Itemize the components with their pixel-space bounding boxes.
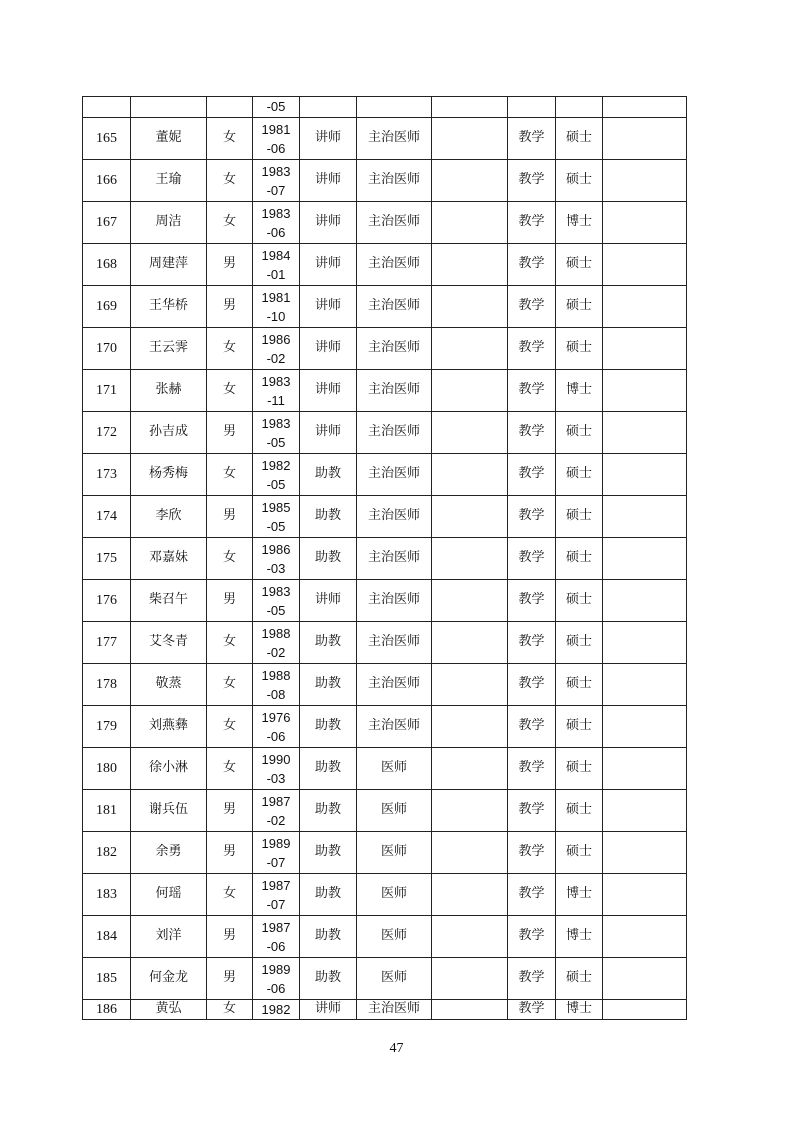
cell-role: 教学: [508, 202, 556, 244]
cell-clinical-title: 主治医师: [357, 664, 432, 706]
cell-birth-date: [253, 832, 300, 874]
cell-gender: 女: [207, 1000, 253, 1020]
cell-blank: [432, 664, 508, 706]
cell-title: 助教: [300, 622, 357, 664]
cell-role: [508, 97, 556, 118]
cell-no: 184: [83, 916, 131, 958]
cell-title: 助教: [300, 748, 357, 790]
table-body: [83, 97, 687, 1020]
cell-birth-date: [253, 706, 300, 748]
cell-birth-date: [253, 118, 300, 160]
table-row: [83, 622, 687, 664]
cell-name: 孙吉成: [131, 412, 207, 454]
cell-remark: [603, 790, 687, 832]
birth-month: -06: [266, 140, 286, 156]
cell-role: 教学: [508, 664, 556, 706]
cell-birth-date: [253, 958, 300, 1000]
birth-year: 1983: [261, 415, 291, 431]
cell-clinical-title: 主治医师: [357, 328, 432, 370]
cell-name: 周建萍: [131, 244, 207, 286]
birth-month: -10: [266, 308, 286, 324]
cell-clinical-title: 主治医师: [357, 454, 432, 496]
cell-role: 教学: [508, 748, 556, 790]
cell-gender: 男: [207, 412, 253, 454]
cell-blank: [432, 706, 508, 748]
cell-remark: [603, 286, 687, 328]
table-row: [83, 160, 687, 202]
cell-name: 徐小淋: [131, 748, 207, 790]
cell-role: 教学: [508, 580, 556, 622]
cell-gender: 女: [207, 538, 253, 580]
cell-clinical-title: 主治医师: [357, 286, 432, 328]
birth-year: 1984: [261, 247, 291, 263]
cell-remark: [603, 370, 687, 412]
cell-degree: 硕士: [556, 748, 603, 790]
cell-role: 教学: [508, 370, 556, 412]
birth-year: 1988: [261, 667, 291, 683]
cell-remark: [603, 664, 687, 706]
cell-name: 王云霁: [131, 328, 207, 370]
cell-remark: [603, 160, 687, 202]
cell-birth-date: [253, 244, 300, 286]
birth-year: 1990: [261, 751, 291, 767]
cell-no: 170: [83, 328, 131, 370]
cell-clinical-title: 主治医师: [357, 580, 432, 622]
cell-remark: [603, 118, 687, 160]
birth-month: -02: [266, 350, 286, 366]
cell-name: 张赫: [131, 370, 207, 412]
cell-clinical-title: 医师: [357, 874, 432, 916]
cell-degree: 硕士: [556, 118, 603, 160]
table-row: [83, 832, 687, 874]
cell-blank: [432, 916, 508, 958]
cell-birth-date: [253, 664, 300, 706]
cell-degree: 硕士: [556, 706, 603, 748]
cell-birth-date: [253, 454, 300, 496]
cell-remark: [603, 580, 687, 622]
table-row: [83, 664, 687, 706]
cell-title: 讲师: [300, 160, 357, 202]
cell-blank: [432, 202, 508, 244]
birth-year: 1983: [261, 163, 291, 179]
cell-degree: 硕士: [556, 244, 603, 286]
cell-clinical-title: [357, 97, 432, 118]
cell-clinical-title: 主治医师: [357, 202, 432, 244]
birth-year: 1986: [261, 541, 291, 557]
cell-title: 助教: [300, 706, 357, 748]
cell-birth-date: [253, 874, 300, 916]
cell-clinical-title: 主治医师: [357, 496, 432, 538]
cell-clinical-title: 医师: [357, 916, 432, 958]
cell-title: [300, 97, 357, 118]
cell-remark: [603, 97, 687, 118]
cell-role: 教学: [508, 454, 556, 496]
cell-birth-date: [253, 748, 300, 790]
cell-gender: 女: [207, 160, 253, 202]
cell-title: 讲师: [300, 118, 357, 160]
cell-no: 165: [83, 118, 131, 160]
birth-month: -05: [266, 518, 286, 534]
cell-blank: [432, 748, 508, 790]
birth-month: -01: [266, 266, 286, 282]
cell-clinical-title: 主治医师: [357, 1000, 432, 1020]
cell-clinical-title: 主治医师: [357, 622, 432, 664]
cell-no: 174: [83, 496, 131, 538]
birth-year: 1982: [261, 457, 291, 473]
cell-role: 教学: [508, 118, 556, 160]
birth-year: 1981: [261, 289, 291, 305]
cell-clinical-title: 主治医师: [357, 118, 432, 160]
cell-degree: 博士: [556, 916, 603, 958]
table-row: [83, 244, 687, 286]
cell-blank: [432, 790, 508, 832]
table-row: [83, 328, 687, 370]
birth-year: 1987: [261, 877, 291, 893]
cell-name: 王华桥: [131, 286, 207, 328]
birth-month: -05: [266, 602, 286, 618]
birth-month: -05: [266, 476, 286, 492]
cell-role: 教学: [508, 916, 556, 958]
cell-remark: [603, 496, 687, 538]
cell-no: 171: [83, 370, 131, 412]
cell-clinical-title: 主治医师: [357, 412, 432, 454]
cell-clinical-title: 医师: [357, 790, 432, 832]
cell-degree: 硕士: [556, 832, 603, 874]
cell-name: 杨秀梅: [131, 454, 207, 496]
cell-role: 教学: [508, 412, 556, 454]
cell-remark: [603, 454, 687, 496]
cell-blank: [432, 874, 508, 916]
cell-gender: 女: [207, 664, 253, 706]
cell-remark: [603, 748, 687, 790]
cell-degree: [556, 97, 603, 118]
cell-clinical-title: 医师: [357, 748, 432, 790]
cell-degree: 博士: [556, 202, 603, 244]
cell-birth-date: [253, 790, 300, 832]
birth-year: 1987: [261, 919, 291, 935]
cell-no: 186: [83, 1000, 131, 1020]
cell-no: 178: [83, 664, 131, 706]
cell-degree: 硕士: [556, 412, 603, 454]
birth-year: 1982: [261, 1002, 291, 1017]
cell-degree: 硕士: [556, 622, 603, 664]
cell-no: 169: [83, 286, 131, 328]
birth-month: -03: [266, 560, 286, 576]
birth-year: 1981: [261, 121, 291, 137]
cell-title: 助教: [300, 874, 357, 916]
cell-gender: 女: [207, 622, 253, 664]
cell-role: 教学: [508, 286, 556, 328]
cell-blank: [432, 832, 508, 874]
cell-title: 讲师: [300, 328, 357, 370]
cell-degree: 硕士: [556, 790, 603, 832]
table-row: [83, 916, 687, 958]
cell-name: 周洁: [131, 202, 207, 244]
table-row: [83, 370, 687, 412]
table-row: [83, 454, 687, 496]
birth-year: 1987: [261, 793, 291, 809]
cell-name: 何金龙: [131, 958, 207, 1000]
cell-degree: 硕士: [556, 580, 603, 622]
cell-clinical-title: 主治医师: [357, 244, 432, 286]
cell-role: 教学: [508, 328, 556, 370]
birth-month: -06: [266, 938, 286, 954]
table-row: [83, 118, 687, 160]
cell-name: 谢兵伍: [131, 790, 207, 832]
cell-title: 讲师: [300, 286, 357, 328]
cell-gender: [207, 97, 253, 118]
cell-title: 助教: [300, 790, 357, 832]
cell-name: 柴召午: [131, 580, 207, 622]
cell-no: 167: [83, 202, 131, 244]
birth-year: 1989: [261, 835, 291, 851]
cell-degree: 硕士: [556, 496, 603, 538]
table-row: [83, 706, 687, 748]
cell-title: 助教: [300, 538, 357, 580]
cell-birth-date: [253, 622, 300, 664]
cell-degree: 硕士: [556, 328, 603, 370]
cell-gender: 女: [207, 202, 253, 244]
cell-gender: 女: [207, 706, 253, 748]
cell-no: 172: [83, 412, 131, 454]
cell-blank: [432, 538, 508, 580]
cell-remark: [603, 538, 687, 580]
cell-blank: [432, 160, 508, 202]
cell-blank: [432, 97, 508, 118]
cell-no: 181: [83, 790, 131, 832]
cell-role: 教学: [508, 496, 556, 538]
cell-no: 175: [83, 538, 131, 580]
cell-degree: 博士: [556, 1000, 603, 1020]
cell-blank: [432, 622, 508, 664]
table-row: [83, 958, 687, 1000]
birth-month: -07: [266, 854, 286, 870]
cell-no: 166: [83, 160, 131, 202]
birth-year: 1983: [261, 373, 291, 389]
cell-gender: 女: [207, 874, 253, 916]
cell-remark: [603, 874, 687, 916]
cell-title: 助教: [300, 832, 357, 874]
cell-gender: 男: [207, 958, 253, 1000]
cell-name: 王瑜: [131, 160, 207, 202]
table-row: [83, 538, 687, 580]
cell-no: 179: [83, 706, 131, 748]
cell-name: 李欣: [131, 496, 207, 538]
table-row: [83, 874, 687, 916]
cell-gender: 男: [207, 790, 253, 832]
cell-name: 黄弘: [131, 1000, 207, 1020]
cell-birth-date: [253, 496, 300, 538]
cell-name: 刘燕彝: [131, 706, 207, 748]
cell-remark: [603, 412, 687, 454]
cell-no: 173: [83, 454, 131, 496]
cell-remark: [603, 958, 687, 1000]
cell-role: 教学: [508, 160, 556, 202]
cell-no: 176: [83, 580, 131, 622]
cell-role: 教学: [508, 958, 556, 1000]
table-row: [83, 412, 687, 454]
cell-degree: 硕士: [556, 286, 603, 328]
birth-year: 1989: [261, 961, 291, 977]
cell-title: 助教: [300, 664, 357, 706]
cell-degree: 博士: [556, 370, 603, 412]
cell-gender: 女: [207, 748, 253, 790]
cell-title: 助教: [300, 496, 357, 538]
cell-blank: [432, 370, 508, 412]
cell-role: 教学: [508, 706, 556, 748]
cell-title: 讲师: [300, 244, 357, 286]
faculty-table: [82, 96, 687, 1020]
cell-birth-date: [253, 328, 300, 370]
table-row: [83, 286, 687, 328]
cell-blank: [432, 1000, 508, 1020]
cell-name: 敬蒸: [131, 664, 207, 706]
cell-remark: [603, 244, 687, 286]
cell-title: 讲师: [300, 580, 357, 622]
table-row: [83, 496, 687, 538]
cell-remark: [603, 1000, 687, 1020]
birth-year: 1986: [261, 331, 291, 347]
cell-blank: [432, 496, 508, 538]
cell-name: [131, 97, 207, 118]
cell-gender: 男: [207, 580, 253, 622]
cell-birth-date: [253, 286, 300, 328]
table-row: [83, 1000, 687, 1020]
cell-name: 刘洋: [131, 916, 207, 958]
birth-year: 1988: [261, 625, 291, 641]
cell-no: 168: [83, 244, 131, 286]
cell-name: 董妮: [131, 118, 207, 160]
cell-clinical-title: 医师: [357, 958, 432, 1000]
cell-name: 余勇: [131, 832, 207, 874]
cell-clinical-title: 主治医师: [357, 370, 432, 412]
birth-year: 1983: [261, 583, 291, 599]
cell-gender: 女: [207, 370, 253, 412]
cell-clinical-title: 主治医师: [357, 706, 432, 748]
cell-birth-date: [253, 160, 300, 202]
cell-clinical-title: 主治医师: [357, 160, 432, 202]
cell-title: 讲师: [300, 370, 357, 412]
cell-birth-date: [253, 538, 300, 580]
birth-month: -11: [267, 392, 285, 408]
cell-no: [83, 97, 131, 118]
cell-blank: [432, 286, 508, 328]
cell-degree: 硕士: [556, 454, 603, 496]
cell-gender: 男: [207, 244, 253, 286]
birth-month: -08: [266, 686, 286, 702]
cell-gender: 女: [207, 118, 253, 160]
birth-month: -03: [266, 770, 286, 786]
cell-gender: 男: [207, 286, 253, 328]
cell-gender: 男: [207, 496, 253, 538]
cell-name: 邓嘉妹: [131, 538, 207, 580]
birth-month: -02: [266, 644, 286, 660]
cell-role: 教学: [508, 538, 556, 580]
cell-blank: [432, 244, 508, 286]
table-row: [83, 790, 687, 832]
birth-year: 1976: [261, 709, 291, 725]
birth-month: -06: [266, 728, 286, 744]
cell-remark: [603, 706, 687, 748]
cell-birth-date: [253, 580, 300, 622]
table-row: [83, 748, 687, 790]
cell-role: 教学: [508, 1000, 556, 1020]
cell-gender: 男: [207, 832, 253, 874]
cell-name: 何瑶: [131, 874, 207, 916]
cell-birth-date: -05: [253, 97, 300, 118]
cell-role: 教学: [508, 874, 556, 916]
cell-role: 教学: [508, 790, 556, 832]
cell-degree: 硕士: [556, 538, 603, 580]
cell-no: 185: [83, 958, 131, 1000]
cell-no: 183: [83, 874, 131, 916]
page-number: 47: [389, 1041, 404, 1056]
cell-role: 教学: [508, 832, 556, 874]
cell-gender: 女: [207, 454, 253, 496]
birth-month: -02: [266, 812, 286, 828]
cell-title: 讲师: [300, 202, 357, 244]
cell-remark: [603, 916, 687, 958]
cell-remark: [603, 622, 687, 664]
cell-blank: [432, 328, 508, 370]
cell-birth-date: [253, 370, 300, 412]
cell-degree: 硕士: [556, 958, 603, 1000]
cell-birth-date: [253, 1000, 300, 1020]
cell-role: 教学: [508, 622, 556, 664]
birth-month: -06: [266, 224, 286, 240]
cell-blank: [432, 118, 508, 160]
cell-name: 艾冬青: [131, 622, 207, 664]
cell-remark: [603, 328, 687, 370]
cell-no: 177: [83, 622, 131, 664]
cell-role: 教学: [508, 244, 556, 286]
birth-month: -07: [266, 896, 286, 912]
cell-title: 讲师: [300, 412, 357, 454]
table-row: [83, 580, 687, 622]
cell-title: 助教: [300, 454, 357, 496]
cell-birth-date: [253, 916, 300, 958]
table-row-continued: [83, 97, 687, 118]
cell-birth-date: [253, 412, 300, 454]
cell-degree: 硕士: [556, 160, 603, 202]
cell-blank: [432, 580, 508, 622]
cell-degree: 硕士: [556, 664, 603, 706]
cell-birth-date: [253, 202, 300, 244]
cell-no: 182: [83, 832, 131, 874]
cell-title: 助教: [300, 958, 357, 1000]
birth-year: 1985: [261, 499, 291, 515]
cell-degree: 博士: [556, 874, 603, 916]
cell-clinical-title: 医师: [357, 832, 432, 874]
table-row: [83, 202, 687, 244]
cell-blank: [432, 412, 508, 454]
cell-no: 180: [83, 748, 131, 790]
cell-clinical-title: 主治医师: [357, 538, 432, 580]
birth-month: -07: [266, 182, 286, 198]
cell-remark: [603, 202, 687, 244]
cell-blank: [432, 958, 508, 1000]
cell-remark: [603, 832, 687, 874]
cell-gender: 男: [207, 916, 253, 958]
birth-month: -05: [266, 434, 286, 450]
cell-blank: [432, 454, 508, 496]
cell-title: 讲师: [300, 1000, 357, 1020]
cell-title: 助教: [300, 916, 357, 958]
cell-gender: 女: [207, 328, 253, 370]
birth-month: -06: [266, 980, 286, 996]
birth-year: 1983: [261, 205, 291, 221]
